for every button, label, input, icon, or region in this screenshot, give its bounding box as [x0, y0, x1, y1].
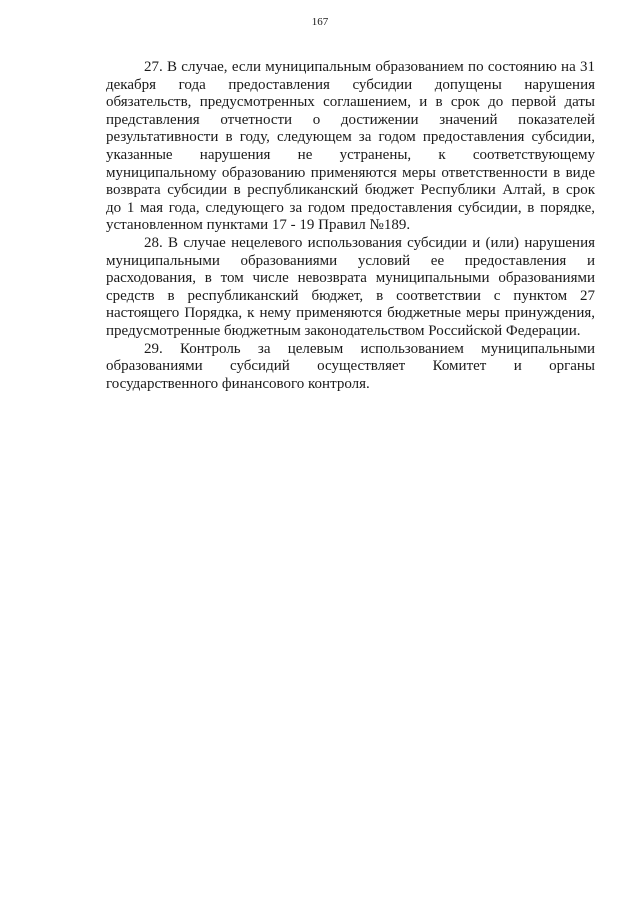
text-line: образованиями субсидий осуществляет Комитет и органы [106, 358, 595, 375]
text-line: настоящего Порядка, к нему применяются бюджетные меры принуждения, [106, 305, 595, 322]
text-line: 27. В случае, если муниципальным образованием по состоянию на 31 [144, 59, 595, 75]
text-line: обязательств, предусмотренных соглашением, и в срок до первой даты [106, 94, 595, 111]
text-line: муниципальному образованию применяются меры ответственности в виде [106, 164, 595, 181]
text-line: 28. В случае нецелевого использования субсидии и (или) нарушения [144, 234, 595, 251]
text-line: возврата субсидии в республиканский бюджет Республики Алтай, в срок [106, 182, 595, 199]
paragraph-27 [106, 59, 595, 235]
text-line: расходования, в том числе невозврата муниципальными образованиями [106, 270, 595, 287]
text-line: 29. Контроль за целевым использованием муниципальными [144, 340, 595, 357]
page-number: 167 [311, 16, 329, 28]
text-line: представления отчетности о достижении значений показателей [106, 111, 595, 128]
document-body [106, 59, 595, 393]
text-line: декабря года предоставления субсидии допущены нарушения [106, 76, 595, 93]
text-line: муниципальными образованиями условий ее предоставления и [106, 252, 595, 269]
text-line: до 1 мая года, следующего за годом предоставления субсидии, в порядке, [106, 199, 595, 216]
text-line: указанные нарушения не устранены, к соответствующему [106, 146, 595, 163]
text-line: установленном пунктами 17 - 19 Правил №189. [106, 217, 411, 234]
text-line: результативности в году, следующем за годом предоставления субсидии, [106, 129, 595, 146]
text-line: государственного финансового контроля. [106, 375, 370, 392]
text-line: средств в республиканский бюджет, в соответствии с пунктом 27 [106, 287, 595, 304]
text-line: предусмотренные бюджетным законодательством Российской Федерации. [106, 322, 581, 339]
paragraph-29 [106, 341, 595, 394]
paragraph-28 [106, 235, 595, 341]
